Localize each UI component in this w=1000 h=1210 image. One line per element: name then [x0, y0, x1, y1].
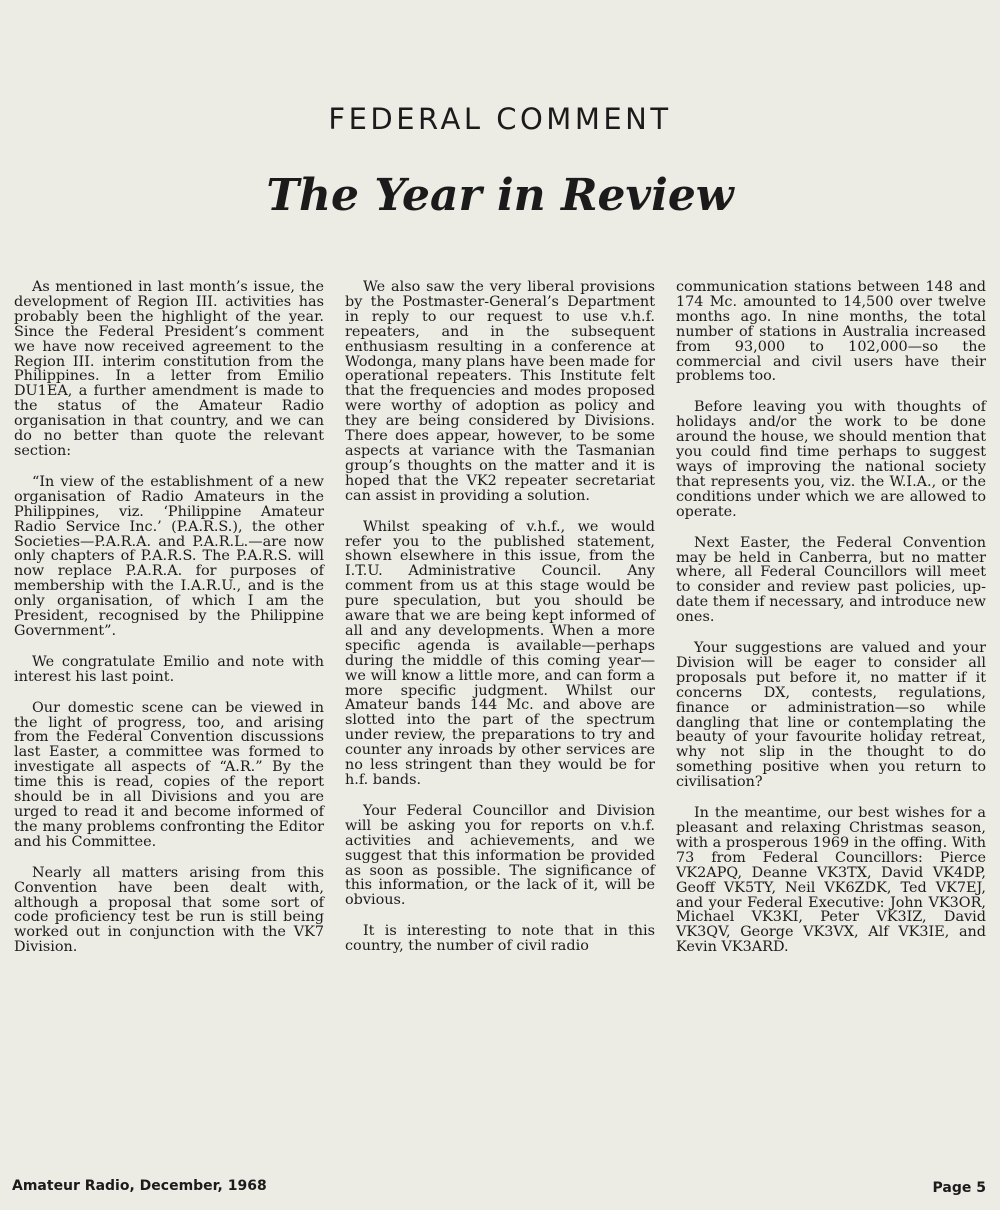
paragraph: We also saw the very liberal provisions by the Postmaster-General’s Department in reply to our request to use v.h.f. repeaters, and in the subsequent enthusiasm resulting in a conference at Wodonga, many plans have been made for operational repeaters. This Institute felt that the frequencies and modes proposed were worthy of adoption as policy and they are being considered by Divisions. There does appear, however, to be some aspects at variance with the Tasmanian group’s thoughts on the matter and it is hoped that the VK2 repeater secretariat can assist in providing a solution. — [345, 279, 655, 504]
page-number: Page 5 — [932, 1180, 986, 1196]
paragraph: It is interesting to note that in this country, the number of civil radio — [345, 923, 655, 955]
article-body — [14, 280, 986, 980]
article-title: The Year in Review — [266, 170, 734, 221]
paragraph: As mentioned in last month’s issue, the development of Region III. activities has probably been the highlight of the year. Since the Federal President’s comment we have now received agreement to the Region III. interim constitution from the Philippines. In a letter from Emilio DU1EA, a further amendment is made to the status of the Amateur Radio organisation in that country, and we can do no better than quote the relevant section: — [14, 279, 324, 459]
column-1 — [14, 280, 324, 980]
paragraph: Whilst speaking of v.h.f., we would refer you to the published statement, shown elsewhere in this issue, from the I.T.U. Administrative Council. Any comment from us at this stage would be pure speculation, but you should be aware that we are being kept informed of all and any developments. When a more specific agenda is available—perhaps during the middle of this coming year—we will know a little more, and can form a more specific judgment. Whilst our Amateur bands 144 Mc. and above are slotted into the part of the spectrum under review, the preparations to try and counter any inroads by other services are no less stringent than they would be for h.f. bands. — [345, 518, 655, 788]
paragraph: Our domestic scene can be viewed in the light of progress, too, and arising from the Federal Convention discussions last Easter, a committee was formed to investigate all aspects of “A.R.” By the time this is read, copies of the report should be in all Divisions and you are urged to read it and become informed of the many problems confronting the Editor and his Committee. — [14, 699, 324, 850]
paragraph: Your Federal Councillor and Division will be asking you for reports on v.h.f. activities and achievements, and we suggest that this information be provided as soon as possible. The significance of this information, or the lack of it, will be obvious. — [345, 802, 655, 909]
paragraph: In the meantime, our best wishes for a pleasant and relaxing Christmas season, with a prosperous 1969 in the offing. With 73 from Federal Councillors: Pierce VK2APQ, Deanne VK3TX, David VK4DP, Geoff VK5TY, Neil VK6ZDK, Ted VK7EJ, and your Federal Executive: John VK3OR, Michael VK3KI, Peter VK3IZ, David VK3QV, George VK3VX, Alf VK3IE, and Kevin VK3ARD. — [676, 805, 986, 956]
footer-publication: Amateur Radio, December, 1968 — [12, 1178, 267, 1194]
paragraph-continued: communication stations between 148 and 174 Mc. amounted to 14,500 over twelve months ago. In nine months, the total number of stations in Australia increased from 93,000 to 102,000—so the commercial and civil users have their problems too. — [676, 279, 986, 385]
column-3 — [676, 280, 986, 980]
paragraph: Nearly all matters arising from this Convention have been dealt with, although a proposal that some sort of code proficiency test be run is still being worked out in conjunction with the VK7 Division. — [14, 864, 324, 956]
paragraph: Next Easter, the Federal Convention may be held in Canberra, but no matter where, all Federal Councillors will meet to consider and review past policies, up-date them if necessary, and introduce new ones. — [676, 534, 986, 626]
section-kicker: FEDERAL COMMENT — [328, 102, 672, 136]
paragraph: “In view of the establishment of a new organisation of Radio Amateurs in the Philippines, viz. ‘Philippine Amateur Radio Service Inc.’ (P.A.R.S.), the other Societies—P.A.R.A. and P.A.R.L.—are now only chapters of P.A.R.S. The P.A.R.S. will now replace P.A.R.A. for purposes of membership with the I.A.R.U., and is the only organisation, of which I am the President, recognised by the Philippine Government”. — [14, 473, 324, 639]
paragraph: Before leaving you with thoughts of holidays and/or the work to be done around the house, we should mention that you could find time perhaps to suggest ways of improving the national society that represents you, viz. the W.I.A., or the conditions under which we are allowed to operate. — [676, 399, 986, 520]
column-2 — [345, 280, 655, 980]
paragraph: Your suggestions are valued and your Division will be eager to consider all proposals put before it, no matter if it concerns DX, contests, regulations, finance or administration—so while dangling that line or contemplating the beauty of your favourite holiday retreat, why not slip in the thought to do something positive when you return to civilisation? — [676, 640, 986, 791]
paragraph: We congratulate Emilio and note with interest his last point. — [14, 653, 324, 685]
